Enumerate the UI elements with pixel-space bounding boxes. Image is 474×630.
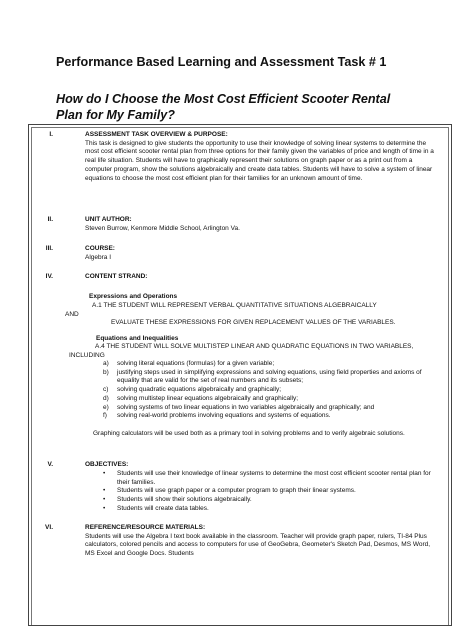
task-outline-frame [28,124,452,626]
list-item: e) solving systems of two linear equations in two variables algebraically and graphically; and [103,403,375,411]
section-text: This task is designed to give students the opportunity to use their knowledge of solving linear systems to determine the most cost efficient scooter rental plan from three options for their family given the variables of price and length of time in a real life situation. Students will have to graphically represent their solutions on graph paper or as a print out from a computer program, show the solutions algebraically and create data tables. Students will have to solve a system of linear equations to choose the most cost efficient plan for their families for an unknown amount of time. [85,139,434,182]
list-item: b) justifying steps used in simplifying expressions and solving equations, using field properties and axioms of equality that are valid for the set of real numbers and its subsets; [103,368,422,385]
standard-a4: A.4 THE STUDENT WILL SOLVE MULTISTEP LINEAR AND QUADRATIC EQUATIONS IN TWO VARIABLES, INCLUDING [69,343,414,359]
section-number: III. [45,245,53,252]
list-item: a) solving literal equations (formulas) for a given variable; [103,360,275,367]
section-text: Steven Burrow, Kenmore Middle School, Arlington Va. [85,224,240,232]
section-number: II. [47,216,53,223]
section-heading: CONTENT STRAND: [85,273,148,280]
strand-subheading: Equations and Inequalities [96,335,179,342]
section-heading: COURSE: [85,245,115,252]
list-item: f) solving real-world problems involving equations and systems of equations. [103,412,331,420]
section-heading: OBJECTIVES: [85,461,129,468]
list-item: d) solving multistep linear equations algebraically and graphically; [103,394,299,402]
list-item: • Students will create data tables. [103,504,209,512]
section-heading: REFERENCE/RESOURCE MATERIALS: [85,524,206,531]
section-number: VI. [45,524,53,531]
section-text: Students will use the Algebra I text book available in the classroom. Teacher will provide graph paper, rulers, TI-84 Plus calculators, colored pencils and access to computers for use of GeoGebra, Geometer's Sketch Pad, Desmos, MS Word, MS Excel and Google Docs. Students [85,532,431,558]
section-heading: ASSESSMENT TASK OVERVIEW & PURPOSE: [85,131,228,138]
task-question: How do I Choose the Most Cost Efficient Scooter Rental Plan for My Family? [56,92,391,122]
calculator-note: Graphing calculators will be used both as a primary tool in solving problems and to verify algebraic solutions. [93,430,405,437]
document-title: Performance Based Learning and Assessment Task # 1 [56,55,387,69]
standard-a1-continued: EVALUATE THESE EXPRESSIONS FOR GIVEN REPLACEMENT VALUES OF THE VARIABLES. [111,319,396,326]
section-number: I. [49,131,53,138]
section-heading: UNIT AUTHOR: [85,216,132,223]
standard-connector: AND [65,311,79,318]
standard-a1: A.1 THE STUDENT WILL REPRESENT VERBAL QUANTITATIVE SITUATIONS ALGEBRAICALLY [92,301,377,309]
section-text: Algebra I [85,253,112,261]
standard-a4-items [103,360,443,421]
list-item: • Students will use their knowledge of linear systems to determine the most cost efficient scooter rental plan for their families. [103,470,431,486]
strand-subheading: Expressions and Operations [89,293,178,300]
list-item: c) solving quadratic equations algebraically and graphically; [103,386,282,394]
list-item: • Students will show their solutions algebraically. [103,496,252,504]
section-number: IV. [45,273,53,280]
section-number: V. [47,461,53,468]
list-item: • Students will use graph paper or a computer program to graph their linear systems. [103,487,356,495]
